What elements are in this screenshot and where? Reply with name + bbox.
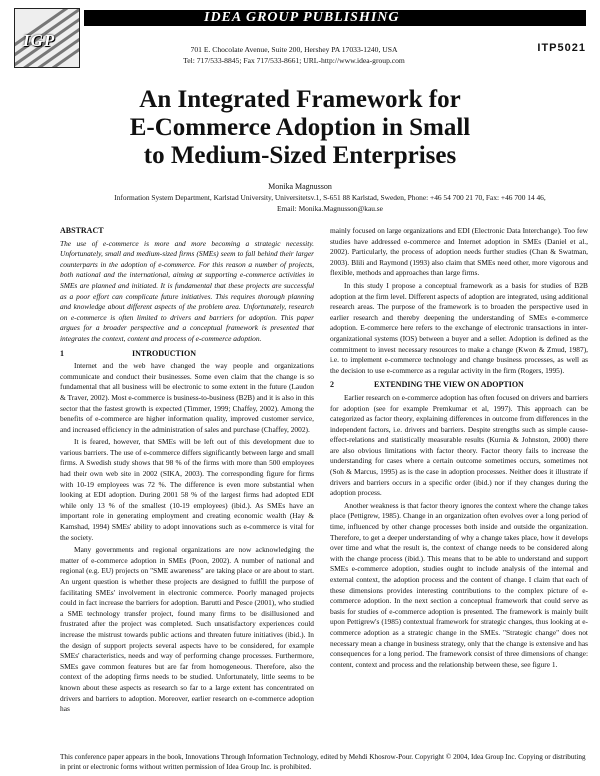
title-line-1: An Integrated Framework for [139, 86, 461, 113]
author-affiliation [90, 193, 570, 214]
paragraph: Another weakness is that factor theory ignores the context where the change takes place (Pettigrew, 1985). Change in an organization often evolves over a long period of time, influenced by other change processes both inside and outside the organization. Therefore, to get a deeper understanding of why a change takes place, how it develops over time and what the result is, the context of change needs to be considered along with the change process (ibid.). This means that to be able to understand and support SMEs e-commerce adoption, studies ought to include analysis of the internal and external context, the adoption process and the content of change. I claim that each of these dimensions provides interesting contributions to the complex picture of e-commerce adoption. In the next section a conceptual framework that could serve as basis for studies of e-commerce adoption is presented. The framework is mainly built upon Pettigrew's (1985) contextual framework for strategic changes, thus looking at e-commerce adoption as a strategic change in the SMEs. "Strategic change" does not necessary mean a change in business strategy, only that the change is extensive and has consequences for a long period. The framework consist of three dimensions of change: content, context and process and the relationship between these, see figure 1. [330, 500, 588, 669]
paragraph: Earlier research on e-commerce adoption has often focused on drivers and barriers for adoption (see for example Premkumar et al, 1997). This approach can be categorized as factor theory, explaining differences in outcome from differences in the independent factors, i.e. drivers and barriers. Despite strengths such as simple cause-effect-relations and statistically measurable results (Kurnia & Johnston, 2000) there are also obvious limitations with factor theory. Factor theory fails to increase the understanding for cases where a certain outcome sometimes occurs, sometimes not (Soh & Marcus, 1995) as is the case in adoption processes. Neither does it illustrate if drivers and barriers occurs in a specific order (ibid.) nor if they changes during the adoption process. [330, 392, 588, 498]
paper-id: ITP5021 [537, 42, 586, 54]
paragraph: Internet and the web have changed the way people and organizations communicate and conduct their businesses. Some even claim that the change is so fundamental that all business will be electronic to some extent in the future (Laudon & Traver, 2002). Most e-commerce is business-to-business (B2B) and it is also in this sector that the fastest growth is expected (Timmer, 1999; Chaffey, 2002). Among the benefits of e-commerce are higher information quality, improved customer service, and increased efficiency in the administration of sales and purchase (Chaffey, 2002). [60, 361, 314, 434]
abstract-text: The use of e-commerce is more and more becoming a strategic necessity. Unfortunately, small and medium-sized firms (SMEs) seem to fall behind their larger counterparts in the adoption of e-commerce. For this reason a number of projects, both national and the international, aiming at supporting e-commerce activities in SMEs are planned and initiated. It is fundamental that these projects are successful as a poor effort can complicate future initiatives. This requires thorough planning and knowledge about different aspects of the problem area. Unfortunately, research on e-commerce is often limited to drivers and barriers for adoption. This paper argues for a broader perspective and a conceptual framework is presented that integrates the context, content and process of e-commerce adoption. [60, 238, 314, 343]
section-heading [330, 380, 588, 391]
affiliation-line-1: Information System Department, Karlstad University, Universitetsv.1, S-651 88 Karlstad, Sweden, Phone: +46 54 700 21 70, Fax: +46 700 14 46, [114, 193, 546, 202]
abstract-heading: ABSTRACT [60, 226, 104, 235]
section-title: INTRODUCTION [132, 348, 197, 358]
paper-title [40, 86, 560, 170]
author-name: Monika Magnusson [268, 182, 332, 191]
publisher-address [84, 44, 504, 66]
paragraph: In this study I propose a conceptual framework as a basis for studies of B2B adoption at the firm level. Different aspects of adoption are integrated, using additional research areas. The purpose of the framework is to broaden the perspective used in earlier research and thereby deepening the understanding of SMEs e-commerce adoption. E-commerce here refers to the exchange of electronic transactions in inter-organizational systems (IOS) between a buyer and a seller. Adoption is defined as the commitment to invest necessary resources to make a change (Kwon & Zmud, 1987), i.e. to implement e-commerce technology and change business processes, as well as the decision to use e-commerce as a regular activity in the firm (Rogers, 1995). [330, 280, 588, 375]
publisher-name: IDEA GROUP PUBLISHING [204, 10, 400, 25]
logo-text: IGP [23, 31, 56, 50]
address-line-2: Tel: 717/533-8845; Fax 717/533-8661; URL-http://www.idea-group.com [183, 56, 405, 65]
paragraph: mainly focused on large organizations and EDI (Electronic Data Interchange). Too few studies have addressed e-commerce and Internet adoption in SMEs (Daniel et al., 2002). Particularly, the process of adoption needs further studies (Chan & Swatman, 2003). Blili and Raymond (1993) also claim that SMEs need other, more vigorous and flexible, methods and approaches than large firms. [330, 226, 588, 278]
section-heading [60, 349, 314, 360]
section-title: EXTENDING THE VIEW ON ADOPTION [374, 380, 524, 390]
publisher-bar [84, 10, 586, 26]
copyright-footer: This conference paper appears in the book, Innovations Through Information Technology, edited by Mehdi Khosrow-Pour. Copyright © 2004, Idea Group Inc. Copying or distributing in print or electronic forms without written permission of Idea Group Inc. is prohibited. [60, 753, 586, 771]
publisher-logo [14, 8, 80, 68]
title-line-3: to Medium-Sized Enterprises [143, 142, 457, 169]
title-line-2: E-Commerce Adoption in Small [129, 114, 471, 141]
section-number: 1 [60, 348, 64, 358]
address-line-1: 701 E. Chocolate Avenue, Suite 200, Hershey PA 17033-1240, USA [190, 45, 398, 54]
right-column [330, 226, 588, 672]
affiliation-email: Email: Monika.Magnusson@kau.se [277, 203, 383, 213]
section-number: 2 [330, 380, 334, 390]
paragraph: Many governments and regional organizations are now acknowledging the matter of e-commerce adoption in SMEs (Poon, 2002). A number of national and regional (e.g. EU) projects on "SME awareness" are taking place or are about to start. An urgent question is whether these projects are designed to fulfill the purpose of facilitating SMEs' involvement in electronic commerce. Poorly managed projects could in fact increase the barriers for adoption. Barutti and Pesce (2001), who studied a SME technology transfer project, found many firms to be disillusioned and frustrated after the project was completed. Such unsatisfactory experiences could increase the mistrust towards public actions and threaten future initiatives (ibid.). In the design of support projects several aspects have to be considered, for example SMEs' characteristics, needs and way of performing change processes. Furthermore, SMEs gave common features but are far from homogeneous. Therefore, also the context of the adopting firms needs to be studied. Unfortunately, little seems to be known about these aspects as research so far to a large extent has concentrated on drivers and barriers to adoption. Moreover, earlier research on e-commerce adoption has [60, 545, 314, 714]
paragraph: It is feared, however, that SMEs will be left out of this development due to various barriers. The use of e-commerce differs significantly between large and small firms. A Swedish study shows that 98 % of the firms with more than 500 employees had their own web site in 2002 (SIKA, 2003). The corresponding figure for firms with 10-19 employees was 72 %. The difference is even more substantial when looking at EDI adoption. During 2001 58 % of the largest firms had adopted EDI while only 13 % of the smallest (10-19 employees) (ibid.). As SMEs have an important role in generating employment and creating economic wealth (Hay & Kamshad, 1994) SMEs' ability to adopt innovations such as e-commerce is vital for the society. [60, 437, 314, 542]
masthead [14, 6, 586, 74]
left-column [60, 222, 314, 717]
